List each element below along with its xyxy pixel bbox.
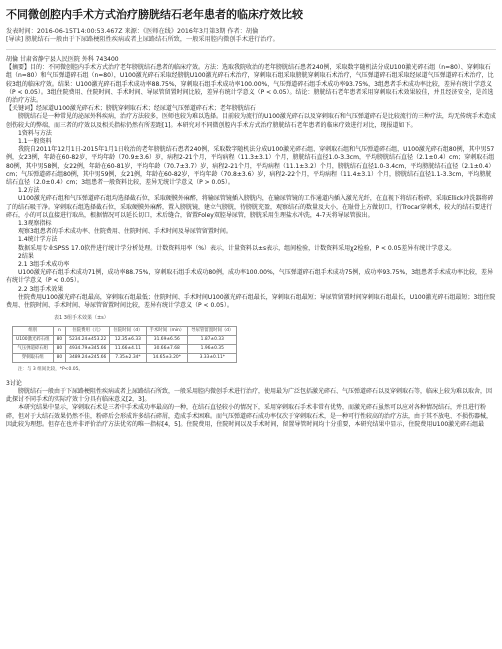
paragraph: 膀胱结石一般由于下尿路梗阻性疾病或者上尿路结石所致，一般采用腔内微创手术进行治疗，使用最为广泛包括激光碎石、气压弹道碎石以及穿刺取石等，临床上较为难以取舍，因此探讨不同手术的实际疗效十分具有临床意义[2，3]。	[6, 387, 493, 404]
section-heading: 2结果	[18, 252, 34, 260]
table-header-cell: 住院费用（元）	[66, 326, 110, 335]
author-line: 胡倫 甘肃省静宁县人民医院 外科 743400	[6, 56, 119, 63]
table-cell: U100激光碎石组	[13, 335, 54, 344]
table-cell: 穿刺取石组	[13, 353, 54, 362]
table-caption: 表1 3组手术效果（±s）	[54, 315, 109, 322]
results-table	[12, 326, 237, 363]
table-row	[13, 353, 237, 362]
table-cell: 80	[53, 353, 66, 362]
paragraph: 住院费用U100激光碎石组最高，穿刺取石组最低；住院时间、手术时间U100激光碎石组最长，穿刺取石组最短；导尿管留置时间穿刺取石组最长，U100激光碎石组最短；3组住院费用、住院时间、手术时间、导尿管留置时间比较，差异有统计学意义（P < 0.05）。	[6, 293, 496, 310]
publication-meta: 发表时间：2016-06-15T14:00:53.467Z 来源：《医师在线》2016年3月第3期 作者：胡倫	[6, 28, 259, 35]
table-note: 注：与 3 组间比较，*P<0.05。	[18, 366, 83, 372]
table-cell: 1.87±0.33	[188, 335, 237, 344]
table-header-cell: 组别	[13, 326, 54, 335]
table-cell: 4934.79±345.66	[66, 344, 110, 353]
intro-paragraph: 膀胱结石是一种常见的泌尿外科疾病，治疗方法较多，医师也较为难以选择。目前较为流行的U100激光碎石以及穿刺取石和气压弹道碎石是比较流行的三种疗法，均无传统手术造成创伤较大的弊端，而三者的疗效以及相关指标仍然有所差距[1]。本研究对不同微创腔内手术方式治疗膀胱结石老年患者的临床疗效进行对比，现报道如下。	[6, 113, 496, 129]
paragraph: 观察3组患者的手术成功率、住院费用、住院时间、手术时间及导尿管留置时间。	[18, 228, 232, 236]
subsection-heading: 2.1 3组手术成功率	[18, 261, 70, 269]
table-cell: 30.66±7.68	[146, 344, 188, 353]
table-cell: 31.69±6.56	[146, 335, 188, 344]
subsection-heading: 2.2 3组手术效果	[18, 285, 64, 293]
paragraph: U100激光碎石组手术成功71例，成功率88.75%，穿刺取石组手术成功80例，成功率100.00%，气压弹道碎石组手术成功75例，成功率93.75%，3组患者手术成功率比较，差异有统计学意义（P < 0.05）。	[6, 269, 494, 285]
table-cell: 11.66±4.11	[110, 344, 146, 353]
abstract: 【摘要】目的：不同微创腔内手术方式治疗老年膀胱结石患者的临床疗效。方法：选取我院收治的老年膀胱结石患者240例，采取数字随机法分成U100激光碎石组（n=80）、穿刺取石组（n=80）和气压弹道碎石组（n=80），U100激光碎石采取经膀胱U100激光碎石术治疗，穿刺取石组采取膀胱穿刺取石术治疗，气压弹道碎石组采取经尿道气压弹道碎石术治疗，比较3组的临床疗效。结果：U100激光碎石组手术成功率88.75%，穿刺取石组手术成功率100.00%，气压弹道碎石组手术成功率93.75%，3组患者手术成功率比较，差异有统计学意义（P < 0.05）。3组住院费用、住院时间、手术时间、导尿管留置时间比较，差异有统计学意义（P < 0.05）。结论：膀胱结石老年患者采用穿刺取石术效果较佳，并且经济安全，是首选的治疗方法。	[6, 64, 494, 105]
table-row	[13, 344, 237, 353]
table-cell: 5234.24±453.22	[66, 335, 110, 344]
article-title: 不同微创腔内手术方式治疗膀胱结石老年患者的临床疗效比较	[6, 8, 303, 21]
table-row	[13, 335, 237, 344]
article-lead: [导读] 膀胱结石一般由于下尿路梗阻性疾病或者上尿路结石所致，一般采用腔内微创手术进行治疗。	[6, 36, 496, 50]
table-cell: 12.35±6.33	[110, 335, 146, 344]
paragraph: 本研究结果中显示，穿刺取石术是三者中手术成功率最高的一种，在结石直径较小的情况下，采用穿刺取石手术非常有优势，而激光碎石虽然可以应对各种情况结石，并且进行粉碎，但对于大结石效果仍然不佳，粉碎后会形成许多结石碎屑，造成手术困难。而气压弹道碎石成功率仅次于穿刺取石术，是一种可行性较高的治疗方法，由于其不放电、不损伤器械，因此较为理想。但存在也并非评价治疗方法优劣的唯一指标[4，5]。住院费用，住院时间以及手术时间，留置导管时间均十分重要，本研究结果中显示，住院费用U100激光碎石组最	[6, 404, 493, 428]
table-cell: 1.96±0.35	[188, 344, 237, 353]
table-header-cell: 导尿管留置时间（d）	[188, 326, 237, 335]
table-cell: 80	[53, 344, 66, 353]
subsection-heading: 1.2方法	[18, 187, 40, 195]
subsection-heading: 1.3观察指标	[18, 220, 52, 228]
section-heading: 3讨论	[6, 379, 22, 387]
keywords: 【关键词】经尿道U100激光碎石术；膀胱穿刺取石术；经尿道气压弹道碎石术；老年膀胱结石	[6, 105, 256, 113]
table-header-cell: 手术时间（min）	[146, 326, 188, 335]
section-heading: 1资料与方法	[18, 129, 52, 137]
table-cell: 3489.24±245.66	[66, 353, 110, 362]
subsection-heading: 1.1一般资料	[18, 138, 52, 146]
paragraph: 数据采用专业SPSS 17.0软件进行统计学分析处理。计数资料用率（%）表示，计量资料以±s表示，组间检验，计数资料采用χ2检验，P < 0.05差异有统计学意义。	[18, 244, 456, 252]
table-cell: 14.65±3.20*	[146, 353, 188, 362]
table-cell: 7.35±2.34*	[110, 353, 146, 362]
table-cell: 3.33±0.11*	[188, 353, 237, 362]
article-body	[6, 56, 496, 429]
paragraph: 我院自2011年12月1日-2015年1月1日收治的老年膀胱结石患者240例，采取数字随机法分成U100激光碎石组、穿刺取石组和气压弹道碎石组，U100激光碎石组80例，其中男57例，女23例，年龄在60-82岁，平均年龄（70.9±3.6）岁，病程2-21个月，平均病程（11.3±3.1）个月，膀胱结石直径1.0-3.3cm，平均膀胱结石直径（2.1±0.4）cm；穿刺取石组80例，其中男58例，女22例，年龄在60-81岁，平均年龄（70.7±3.7）岁，病程2-21个月，平均病程（11.1±3.2）个月，膀胱结石直径1.0-3.4cm，平均膀胱结石直径（2.1±0.4）cm；气压弹道碎石组80例，其中男59例，女21例，年龄在60-82岁，平均年龄（70.8±3.6）岁，病程2-22个月，平均病程（11.4±3.1）个月，膀胱结石直径1.1-3.3cm，平均膀胱结石直径（2.0±0.4）cm；3组患者一般资料比较，差异无统计学意义（P > 0.05）。	[6, 146, 495, 187]
table-header-cell: n	[53, 326, 66, 335]
table-header-cell: 住院时间（d）	[110, 326, 146, 335]
subsection-heading: 1.4统计学方法	[18, 236, 58, 244]
table-header-row	[13, 326, 237, 335]
table-cell: 气压弹道碎石组	[13, 344, 54, 353]
table-cell: 80	[53, 335, 66, 344]
paragraph: U100激光碎石组和气压弹道碎石组均选择截石位，采取硬膜外麻醉，将输尿管镜插入膀胱内，在输尿管镜的工作通道内插入激光光纤，在直视下将结石粉碎，采取Ellick冲洗器将碎了的结石吸干净。穿刺取石组选择截石位，采取硬膜外麻醉，置入膀胱镜，建立气膀胱，待膀胱充盈，观察结石的数量及大小，在耻骨上方做切口，行Trocar穿刺术，较大的结石要进行碎石，小的可以直接进行取出，根据情况可以延长切口，术后缝合，留置Foley双腔导尿管，膀胱采用生理盐水冲洗，4-7天将导尿管拔出。	[6, 195, 494, 219]
